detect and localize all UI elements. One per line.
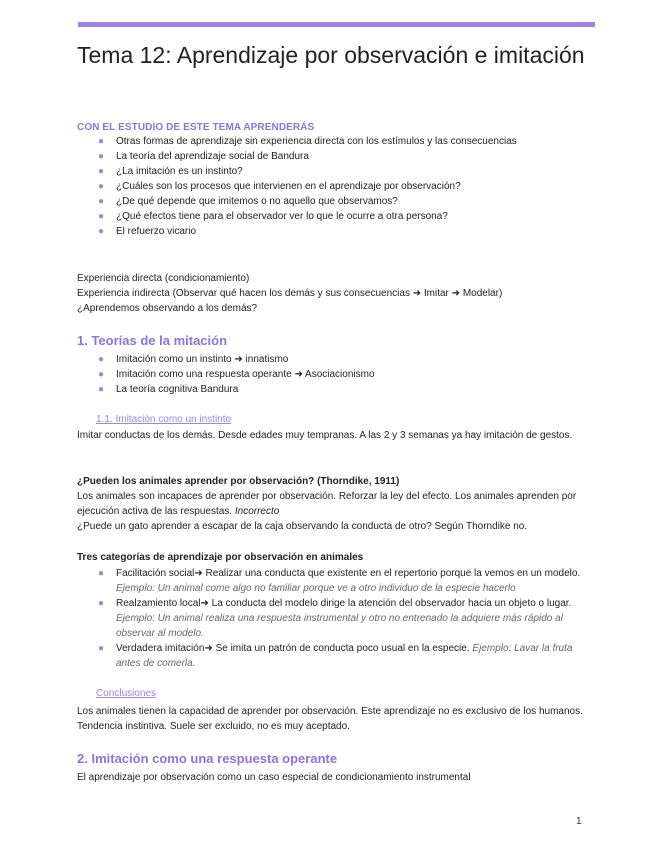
experience-question: ¿Aprendemos observando a los demás? <box>77 303 258 314</box>
list-item: ● Otras formas de aprendizaje sin experiencia directa con los estímulos y las consecuencias <box>98 136 517 147</box>
bullet-icon: ● <box>98 226 105 237</box>
bullet-icon: ● <box>98 181 105 192</box>
bullet-icon: ● <box>98 196 105 207</box>
top-accent-rule <box>78 22 595 27</box>
bullet-icon: ● <box>98 643 105 654</box>
bullet-icon: ● <box>98 369 105 380</box>
section2-text: El aprendizaje por observación como un caso especial de condicionamiento instrumental <box>77 772 471 783</box>
list-item: ● ¿De qué depende que imitemos o no aquello que observamos? <box>98 196 398 207</box>
bullet-icon: ● <box>98 568 105 579</box>
list-item: ● Realzamiento local➜ La conducta del modelo dirige la atención del observador hacia un objeto o lugar. Ejemplo: Un animal realiza una respuesta instrumental y otro no entrenado la adquiere más rápido al observar al modelo. <box>98 598 572 639</box>
list-item: ● Facilitación social➜ Realizar una conducta que existente en el repertorio porque la vemos en un modelo. Ejemplo: Un animal come algo no familiar porque ve a otro individuo de la especie hacerlo <box>98 568 581 594</box>
categories-list <box>77 566 587 671</box>
list-item: ● ¿Cuáles son los procesos que intervienen en el aprendizaje por observación? <box>98 181 461 192</box>
incorrect-label: Incorrecto <box>234 506 280 518</box>
animals-heading: ¿Pueden los animales aprender por observación? (Thorndike, 1911) <box>77 476 400 487</box>
list-item: ● Imitación como una respuesta operante ➜ Asociacionismo <box>98 369 375 380</box>
list-item: ● La teoría cognitiva Bandura <box>98 384 239 395</box>
experience-indirect: Experiencia indirecta (Observar qué hacen los demás y sus consecuencias ➜ Imitar ➜ Modelar) <box>77 288 503 299</box>
page-title: Tema 12: Aprendizaje por observación e imitación <box>77 42 585 68</box>
arrow-icon: ➜ <box>194 568 203 579</box>
intro-list <box>77 134 597 239</box>
bullet-icon: ● <box>98 384 105 395</box>
subsection-text: Imitar conductas de los demás. Desde edades muy tempranas. A las 2 y 3 semanas ya hay imitación de gestos. <box>77 430 573 441</box>
bullet-icon: ● <box>98 166 105 177</box>
page-number: 1 <box>576 816 582 827</box>
arrow-icon: ➜ <box>200 598 209 609</box>
section2-heading: 2. Imitación como una respuesta operante <box>77 751 338 766</box>
bullet-icon: ● <box>98 136 105 147</box>
list-item: ● ¿La imitación es un instinto? <box>98 166 243 177</box>
conclusions-text: Los animales tienen la capacidad de aprender por observación. Este aprendizaje no es exclusivo de los humanos. Tendencia instintiva. Suele ser excluido, no es muy aceptado. <box>77 706 583 733</box>
experience-direct: Experiencia directa (condicionamiento) <box>77 273 250 284</box>
list-item: ● Verdadera imitación➜ Se imita un patrón de conducta poco usual en la especie. Ejemplo: Lavar la fruta antes de comerla. <box>98 643 573 669</box>
categories-heading: Tres categorías de aprendizaje por observación en animales <box>77 552 364 563</box>
intro-heading: CON EL ESTUDIO DE ESTE TEMA APRENDERÁS <box>77 122 315 133</box>
bullet-icon: ● <box>98 354 105 365</box>
arrow-icon: ➜ <box>204 643 213 654</box>
animals-question: ¿Puede un gato aprender a escapar de la caja observando la conducta de otro? Según Thorndike no. <box>77 521 528 532</box>
subsection-link-instinct[interactable]: 1.1. Imitación como un instinto <box>96 414 232 425</box>
animals-text: Los animales son incapaces de aprender por observación. Reforzar la ley del efecto. Los animales aprenden por ejecución activa de las respuestas. Incorrecto <box>77 491 577 518</box>
list-item: ● ¿Qué efectos tiene para el observador ver lo que le ocurre a otra persona? <box>98 211 448 222</box>
conclusions-link[interactable]: Conclusiones <box>96 688 157 699</box>
list-item: ● Imitación como un instinto ➜ innatismo <box>98 354 289 365</box>
bullet-icon: ● <box>98 211 105 222</box>
section1-heading: 1. Teorías de la mitación <box>77 333 228 348</box>
list-item: ● La teoría del aprendizaje social de Bandura <box>98 151 309 162</box>
bullet-icon: ● <box>98 598 105 609</box>
list-item: ● El refuerzo vicario <box>98 226 197 237</box>
section1-list <box>77 352 597 397</box>
bullet-icon: ● <box>98 151 105 162</box>
